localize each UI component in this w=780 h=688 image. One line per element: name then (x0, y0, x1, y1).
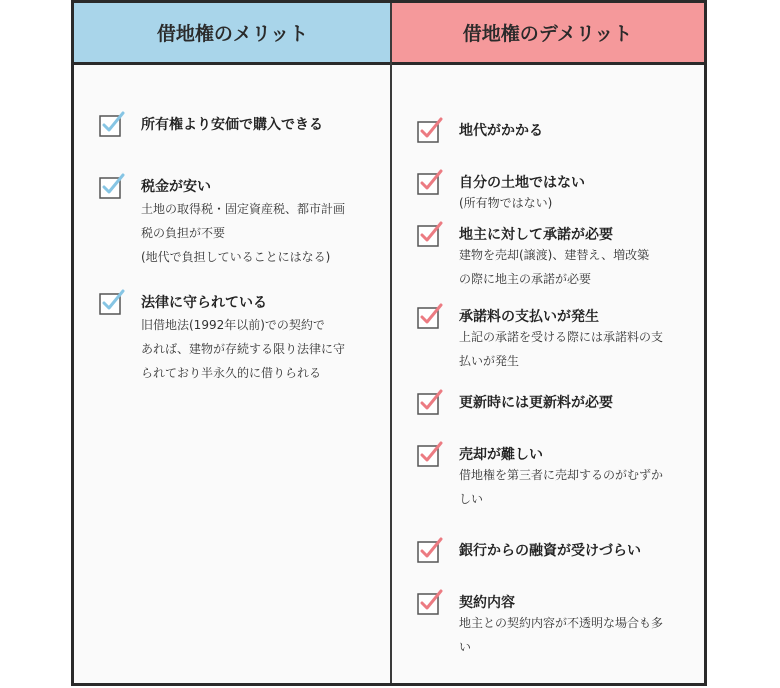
merit-desc: 旧借地法(1992年以前)での契約で あれば、建物が存続する限り法律に守 られており半永久的に借りられる (141, 318, 346, 380)
merit-header: 借地権のメリット (74, 3, 391, 65)
demerit-desc: 借地権を第三者に売却するのがむずか しい (459, 468, 664, 506)
demerit-desc: 地主との契約内容が不透明な場合も多 い (459, 616, 664, 654)
checkbox-checked-icon (99, 173, 125, 199)
demerit-desc: 上記の承諾を受ける際には承諾料の支 払いが発生 (459, 330, 664, 368)
demerit-title: 地代がかかる (459, 123, 543, 139)
checkbox-checked-icon (417, 303, 443, 329)
merit-desc: 土地の取得税・固定資産税、都市計画 税の負担が不要 (地代で負担していることにはなる) (141, 202, 346, 264)
checkbox-checked-icon (417, 589, 443, 615)
demerit-title: 地主に対して承諾が必要 (459, 227, 613, 243)
checkbox-checked-icon (417, 389, 443, 415)
demerit-header: 借地権のデメリット (391, 3, 704, 65)
merit-title: 税金が安い (141, 179, 211, 195)
column-divider (390, 3, 392, 683)
checkbox-checked-icon (99, 289, 125, 315)
demerit-title: 更新時には更新料が必要 (459, 395, 613, 411)
merit-title: 所有権より安価で購入できる (141, 117, 323, 133)
comparison-table (71, 0, 707, 686)
merit-title: 法律に守られている (141, 295, 267, 311)
demerit-desc: 建物を売却(譲渡)、建替え、増改築 の際に地主の承諾が必要 (459, 248, 650, 286)
demerit-title: 契約内容 (459, 595, 515, 611)
checkbox-checked-icon (417, 537, 443, 563)
checkbox-checked-icon (417, 117, 443, 143)
demerit-title: 銀行からの融資が受けづらい (459, 543, 641, 559)
demerit-desc: (所有物ではない) (459, 196, 553, 210)
demerit-title: 売却が難しい (459, 447, 543, 463)
checkbox-checked-icon (99, 111, 125, 137)
checkbox-checked-icon (417, 221, 443, 247)
demerit-title: 承諾料の支払いが発生 (459, 309, 599, 325)
checkbox-checked-icon (417, 169, 443, 195)
checkbox-checked-icon (417, 441, 443, 467)
demerit-title: 自分の土地ではない (459, 175, 585, 191)
